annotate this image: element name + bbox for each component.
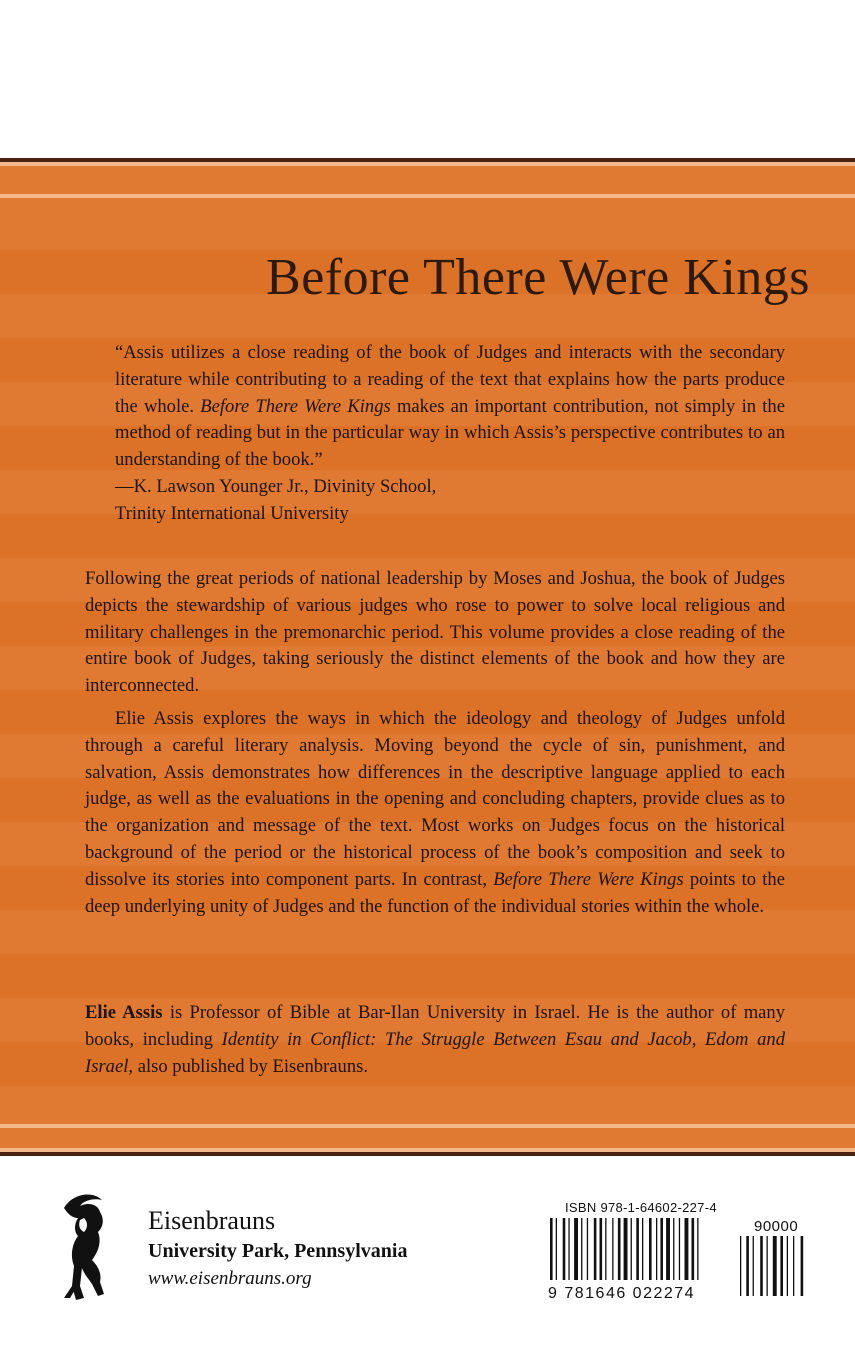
publisher-website: www.eisenbrauns.org [148,1268,312,1289]
endorsement-body: “Assis utilizes a close reading of the book of Judges and interacts with the secondary literature while contributing to a reading of the text that explains how the parts produce the whole. Before There Were Kings makes an important contribution, not simply in the method of reading but in the particular way in which Assis’s perspective contributes to an understanding of the book.” [115,342,785,471]
orange-band-top [0,166,855,194]
isbn-label: ISBN 978-1-64602-227-4 [565,1200,717,1215]
top-blank-area [0,0,855,158]
description-paragraph-2: Elie Assis explores the ways in which the ideology and theology of Judges unfold through a careful literary analysis. Moving beyond the cycle of sin, punishment, and salvation, Assis demonstrates how differences in the descriptive language applied to each judge, as well as the evaluations in the opening and concluding chapters, provide clues as to the organization and message of the text. Most works on Judges focus on the historical background of the period or the historical process of the book’s composition and seek to dissolve its stories into component parts. In contrast, Before There Were Kings points to the deep underlying unity of Judges and the function of the individual stories within the whole. [85,707,785,917]
book-description [85,566,785,920]
author-other-book-title: Identity in Conflict: The Struggle Between Esau and Jacob, Edom and Israel [85,1028,785,1077]
endorsement-book-title: Before There Were Kings [200,395,391,417]
publisher-location: University Park, Pennsylvania [148,1240,408,1262]
ibex-icon [58,1190,138,1302]
author-name: Elie Assis [85,1002,163,1023]
book-title: Before There Were Kings [266,249,810,306]
publisher-name: Eisenbrauns [148,1206,276,1235]
endorsement-attribution-line-2: Trinity International University [115,502,349,524]
description-book-title: Before There Were Kings [493,868,684,890]
orange-band-top-2 [0,198,855,206]
endorsement-attribution-line-1: —K. Lawson Younger Jr., Divinity School, [115,475,437,497]
barcode-digits: 9 781646 022274 [548,1285,696,1302]
price-code: 90000 [754,1218,799,1235]
orange-band-bottom [0,1128,855,1148]
dark-rule-bottom [0,1152,855,1156]
description-paragraph-1: Following the great periods of national leadership by Moses and Joshua, the book of Judges depicts the stewardship of various judges who rose to power to solve local religious and military challenges in the premonarchic period. This volume provides a close reading of the entire book of Judges, taking seriously the distinct elements of the book and how they are interconnected. [85,568,785,697]
author-bio: Elie Assis is Professor of Bible at Bar-Ilan University in Israel. He is the author of many books, including Identity in Conflict: The Struggle Between Esau and Jacob, Edom and Israel, also published by Eisenbrauns. [85,1002,786,1077]
endorsement-quote [115,340,785,528]
